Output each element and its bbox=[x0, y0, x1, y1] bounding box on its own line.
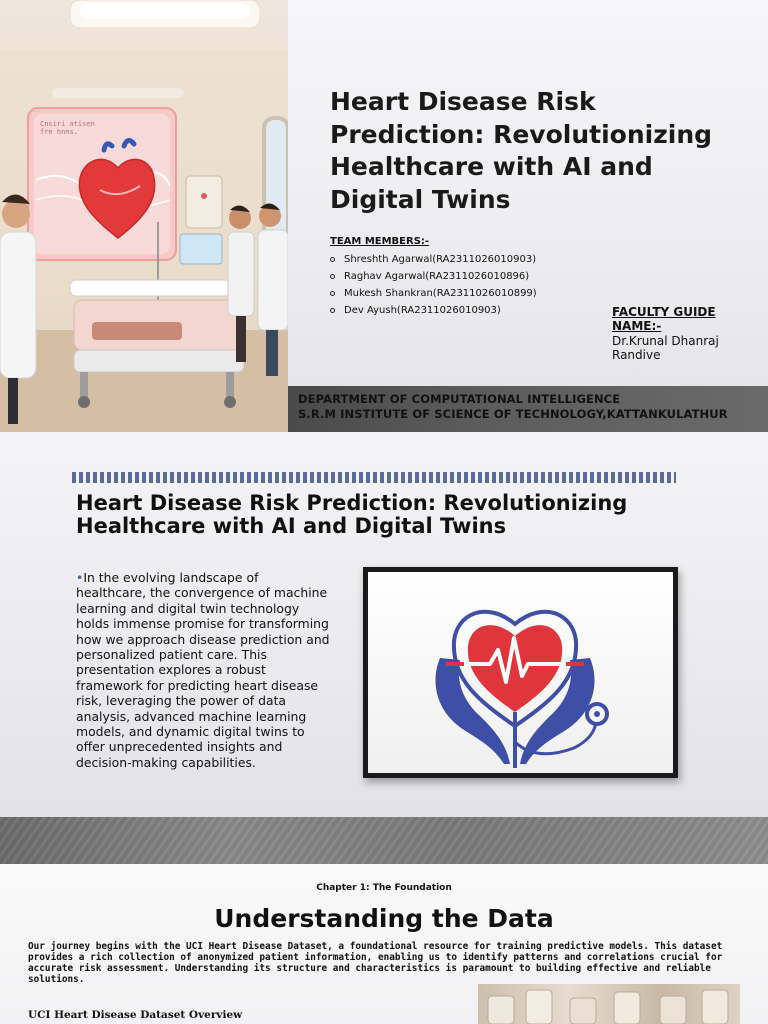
circle-bullet-icon bbox=[330, 291, 335, 296]
team-member-item bbox=[330, 268, 537, 285]
team-member-name: Dev Ayush(RA2311026010903) bbox=[344, 305, 501, 316]
department-name: DEPARTMENT OF COMPUTATIONAL INTELLIGENCE bbox=[298, 392, 621, 406]
bullet-dot: • bbox=[76, 570, 84, 585]
institute-name: S.R.M INSTITUTE OF SCIENCE OF TECHNOLOGY,KATTANKULATHUR bbox=[298, 407, 728, 421]
circle-bullet-icon bbox=[330, 257, 335, 262]
slide1-title: Heart Disease Risk Prediction: Revolutionizing Healthcare with AI and Digital Twins bbox=[330, 87, 713, 214]
slide3-title: Understanding the Data bbox=[214, 904, 554, 933]
circle-bullet-icon bbox=[330, 308, 335, 313]
intro-slide bbox=[0, 432, 768, 864]
intro-paragraph bbox=[76, 570, 332, 770]
hatched-divider bbox=[72, 472, 676, 483]
hospital-illustration bbox=[0, 0, 288, 432]
data-intro-paragraph: Our journey begins with the UCI Heart Disease Dataset, a foundational resource for training predictive models. This dataset provides a rich collection of anonymized patient information, enabling us to identify patterns and correlations crucial for accurate risk assessment. Understanding its structure and characteristics is paramount to building effective and reliable solutions. bbox=[28, 941, 723, 985]
circle-bullet-icon bbox=[330, 274, 335, 279]
data-slide bbox=[0, 864, 768, 1024]
concrete-texture-band bbox=[0, 817, 768, 864]
chapter-label: Chapter 1: The Foundation bbox=[316, 883, 452, 893]
slide2-title: Heart Disease Risk Prediction: Revolutionizing Healthcare with AI and Digital Twins bbox=[76, 491, 628, 538]
faculty-guide-name: Dr.Krunal Dhanraj Randive bbox=[612, 334, 719, 362]
team-members-heading: TEAM MEMBERS:- bbox=[330, 236, 430, 247]
dataset-photo bbox=[478, 984, 740, 1024]
heart-hands-pulse-icon bbox=[368, 572, 673, 773]
department-band bbox=[288, 386, 768, 432]
faculty-guide-heading: FACULTY GUIDE NAME:- bbox=[612, 305, 716, 333]
dice-blocks-photo bbox=[478, 984, 740, 1024]
dataset-overview-heading: UCI Heart Disease Dataset Overview bbox=[28, 1009, 243, 1021]
intro-text: In the evolving landscape of healthcare, the convergence of machine learning and digital twin technology holds immense promise for transforming how we approach disease prediction and personalized patient care. This presentation explores a robust framework for predicting heart disease risk, leveraging the power of data analysis, advanced machine learning models, and dynamic digital twins to offer unprecedented insights and decision-making capabilities. bbox=[76, 570, 330, 770]
team-member-name: Shreshth Agarwal(RA2311026010903) bbox=[344, 254, 537, 265]
team-members-list bbox=[330, 251, 537, 319]
hologram-text: Cnsiri atisen fre hnns. bbox=[40, 120, 95, 136]
team-member-item bbox=[330, 251, 537, 268]
team-member-name: Mukesh Shankran(RA2311026010899) bbox=[344, 288, 537, 299]
title-slide bbox=[0, 0, 768, 432]
team-member-item bbox=[330, 285, 537, 302]
hospital-scene-graphic bbox=[0, 0, 288, 432]
team-member-name: Raghav Agarwal(RA2311026010896) bbox=[344, 271, 530, 282]
team-member-item bbox=[330, 302, 537, 319]
heart-care-logo-frame bbox=[363, 567, 678, 778]
